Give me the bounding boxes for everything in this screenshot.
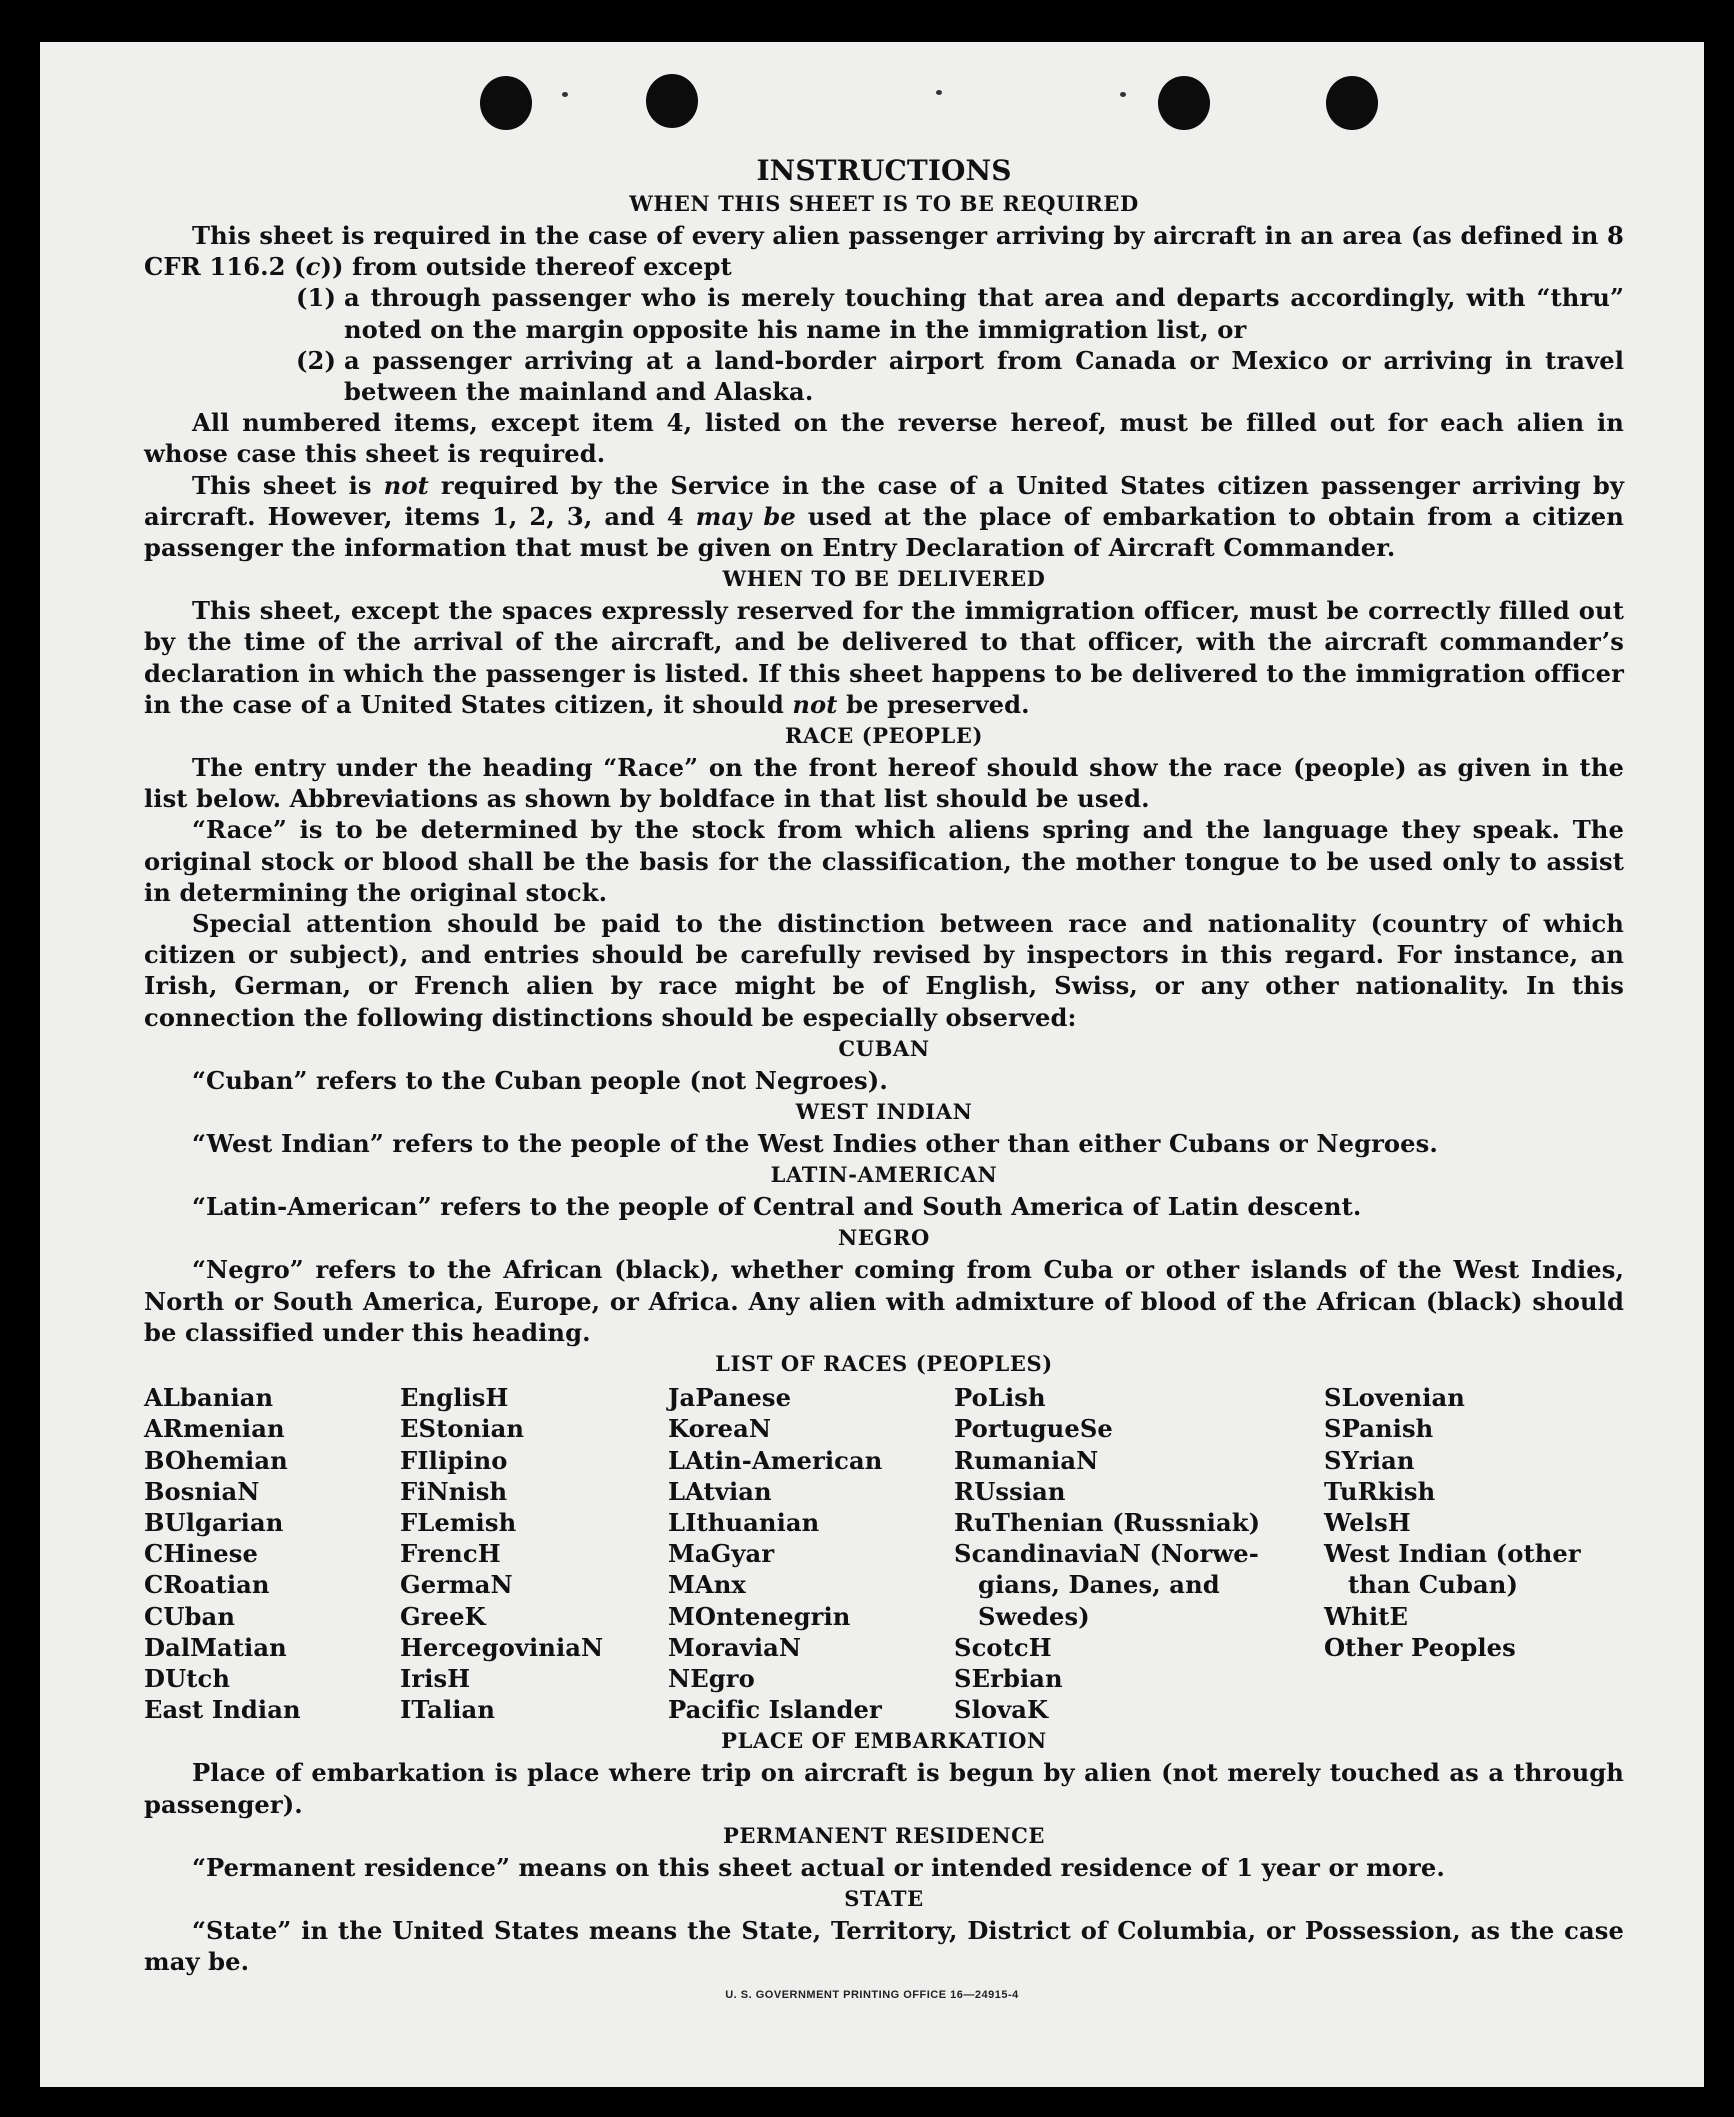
race-entry: WhitE	[1324, 1601, 1409, 1631]
race-entry: LIthuanian	[668, 1507, 820, 1537]
race-entry: RuThenian (Russniak)	[954, 1507, 1261, 1537]
race-entry: GermaN	[400, 1570, 513, 1600]
section-heading-embarkation: PLACE OF EMBARKATION	[721, 1728, 1047, 1754]
race-entry: FIlipino	[400, 1445, 508, 1475]
races-column-3	[668, 1382, 954, 1725]
section-heading-when-required: WHEN THIS SHEET IS TO BE REQUIRED	[629, 191, 1139, 216]
list-item: (2) a passenger arriving at a land-border airport from Canada or Mexico or arriving in travel between the mainland and Alaska.	[296, 345, 1624, 407]
page-title: INSTRUCTIONS	[756, 154, 1012, 187]
race-entry: SlovaK	[954, 1695, 1049, 1725]
paragraph: The entry under the heading “Race” on the front hereof should show the race (people) as given in the list below. Abbreviations as shown by boldface in that list should be used.	[144, 753, 1624, 814]
section-heading-race: RACE (PEOPLE)	[784, 723, 984, 749]
race-entry: NEgro	[668, 1663, 755, 1693]
punch-hole	[1326, 76, 1378, 130]
race-entry: ScotcH	[954, 1632, 1052, 1662]
race-entry: MaGyar	[668, 1539, 775, 1569]
section-heading-latin-american: LATIN-AMERICAN	[770, 1162, 998, 1188]
race-entry: CRoatian	[144, 1570, 270, 1600]
races-column-5	[1324, 1382, 1614, 1725]
races-column-4	[954, 1382, 1324, 1725]
race-entry: Other Peoples	[1324, 1632, 1516, 1662]
list-item: (1) a through passenger who is merely touching that area and departs accordingly, with “thru” noted on the margin opposite his name in the immigration list, or	[296, 283, 1624, 344]
section-heading-when-delivered: WHEN TO BE DELIVERED	[722, 566, 1046, 592]
races-column-2	[400, 1382, 668, 1725]
race-entry: FiNnish	[400, 1476, 508, 1506]
paragraph: “Permanent residence” means on this sheet actual or intended residence of 1 year or more.	[192, 1852, 1445, 1882]
race-entry: EnglisH	[400, 1383, 509, 1413]
race-entry-continued: gians, Danes, and	[978, 1570, 1220, 1600]
race-entry: LAtin-American	[668, 1445, 883, 1475]
race-entry: MAnx	[668, 1570, 746, 1600]
race-entry: BosniaN	[144, 1476, 260, 1506]
race-entry: RumaniaN	[954, 1445, 1099, 1475]
paragraph: Special attention should be paid to the distinction between race and nationality (country of which citizen or subject), and entries should be carefully revised by inspectors in this regard. For instance, an Irish, German, or French alien by race might be of English, Swiss, or any other nationality. In this connection the following distinctions should be especially observed:	[144, 909, 1624, 1032]
race-entry: TuRkish	[1324, 1476, 1436, 1506]
printing-office-footer: U. S. GOVERNMENT PRINTING OFFICE 16—24915-4	[725, 1989, 1019, 2001]
document-page	[40, 42, 1704, 2087]
punch-hole	[480, 76, 532, 130]
instructions-body	[144, 154, 1624, 1977]
punch-hole	[646, 74, 698, 128]
race-entry: JaPanese	[668, 1383, 792, 1413]
race-entry: SLovenian	[1324, 1383, 1465, 1413]
race-entry: GreeK	[400, 1601, 486, 1631]
race-entry: DUtch	[144, 1663, 231, 1693]
race-entry: ScandinaviaN (Norwe-	[954, 1539, 1259, 1569]
race-entry: PortugueSe	[954, 1414, 1113, 1444]
paragraph: “Latin-American” refers to the people of Central and South America of Latin descent.	[192, 1192, 1362, 1222]
race-entry: HercegoviniaN	[400, 1632, 604, 1662]
race-entry: East Indian	[144, 1695, 301, 1725]
race-entry: SYrian	[1324, 1445, 1415, 1475]
speck	[936, 90, 942, 95]
paragraph: “West Indian” refers to the people of the West Indies other than either Cubans or Negroes.	[192, 1129, 1438, 1159]
race-entry: IrisH	[400, 1663, 471, 1693]
race-entry: MOntenegrin	[668, 1601, 851, 1631]
race-entry: KoreaN	[668, 1414, 772, 1444]
paragraph: This sheet is required in the case of every alien passenger arriving by aircraft in an area (as defined in 8 CFR 116.2 (c)) from outside thereof except	[144, 221, 1624, 282]
race-entry: RUssian	[954, 1476, 1066, 1506]
paragraph: “State” in the United States means the State, Territory, District of Columbia, or Possession, as the case may be.	[144, 1915, 1624, 1977]
races-list	[144, 1382, 1624, 1725]
race-entry: WelsH	[1324, 1507, 1411, 1537]
speck	[1120, 92, 1126, 97]
speck	[562, 92, 568, 97]
race-entry: SPanish	[1324, 1414, 1434, 1444]
race-entry: FrencH	[400, 1539, 501, 1569]
section-heading-negro: NEGRO	[838, 1225, 930, 1251]
races-column-1	[144, 1382, 400, 1725]
race-entry: EStonian	[400, 1414, 525, 1444]
race-entry: West Indian (other	[1324, 1539, 1581, 1569]
section-heading-state: STATE	[844, 1885, 924, 1911]
section-heading-west-indian: WEST INDIAN	[795, 1099, 973, 1125]
race-entry: ARmenian	[144, 1414, 285, 1444]
section-heading-cuban: CUBAN	[838, 1035, 930, 1061]
paragraph: This sheet is not required by the Service in the case of a United States citizen passenger arriving by aircraft. However, items 1, 2, 3, and 4 may be used at the place of embarkation to obtain from a citizen passenger the information that must be given on Entry Declaration of Aircraft Commander.	[144, 470, 1625, 563]
race-entry: FLemish	[400, 1507, 517, 1537]
paragraph: This sheet, except the spaces expressly reserved for the immigration officer, must be correctly filled out by the time of the arrival of the aircraft, and be delivered to that officer, with the aircraft commander’s declaration in which the passenger is listed. If this sheet happens to be delivered to the immigration officer in the case of a United States citizen, it should not be preserved.	[144, 596, 1624, 719]
race-entry: BOhemian	[144, 1445, 288, 1475]
race-entry: Pacific Islander	[668, 1695, 882, 1725]
paragraph: “Negro” refers to the African (black), whether coming from Cuba or other islands of the West Indies, North or South America, Europe, or Africa. Any alien with admixture of blood of the African (black) should be classified under this heading.	[144, 1255, 1624, 1347]
race-entry: LAtvian	[668, 1476, 772, 1506]
paragraph: All numbered items, except item 4, listed on the reverse hereof, must be filled out for each alien in whose case this sheet is required.	[144, 408, 1624, 469]
race-entry: MoraviaN	[668, 1632, 802, 1662]
paragraph: “Cuban” refers to the Cuban people (not Negroes).	[192, 1065, 888, 1095]
race-entry: BUlgarian	[144, 1507, 284, 1537]
paragraph: Place of embarkation is place where trip on aircraft is begun by alien (not merely touched as a through passenger).	[144, 1758, 1624, 1819]
race-entry: CHinese	[144, 1539, 258, 1569]
race-entry: DalMatian	[144, 1632, 287, 1662]
race-entry: PoLish	[954, 1383, 1046, 1413]
race-entry: ALbanian	[144, 1383, 274, 1413]
race-entry: CUban	[144, 1601, 236, 1631]
race-entry: ITalian	[400, 1695, 496, 1725]
race-entry: SErbian	[954, 1663, 1063, 1693]
race-entry-continued: Swedes)	[978, 1601, 1090, 1631]
section-heading-list-of-races: LIST OF RACES (PEOPLES)	[715, 1351, 1053, 1377]
race-entry-continued: than Cuban)	[1348, 1570, 1518, 1600]
paragraph: “Race” is to be determined by the stock from which aliens spring and the language they speak. The original stock or blood shall be the basis for the classification, the mother tongue to be used only to assist in determining the original stock.	[144, 815, 1624, 907]
punch-hole	[1158, 76, 1210, 130]
section-heading-residence: PERMANENT RESIDENCE	[722, 1822, 1046, 1848]
